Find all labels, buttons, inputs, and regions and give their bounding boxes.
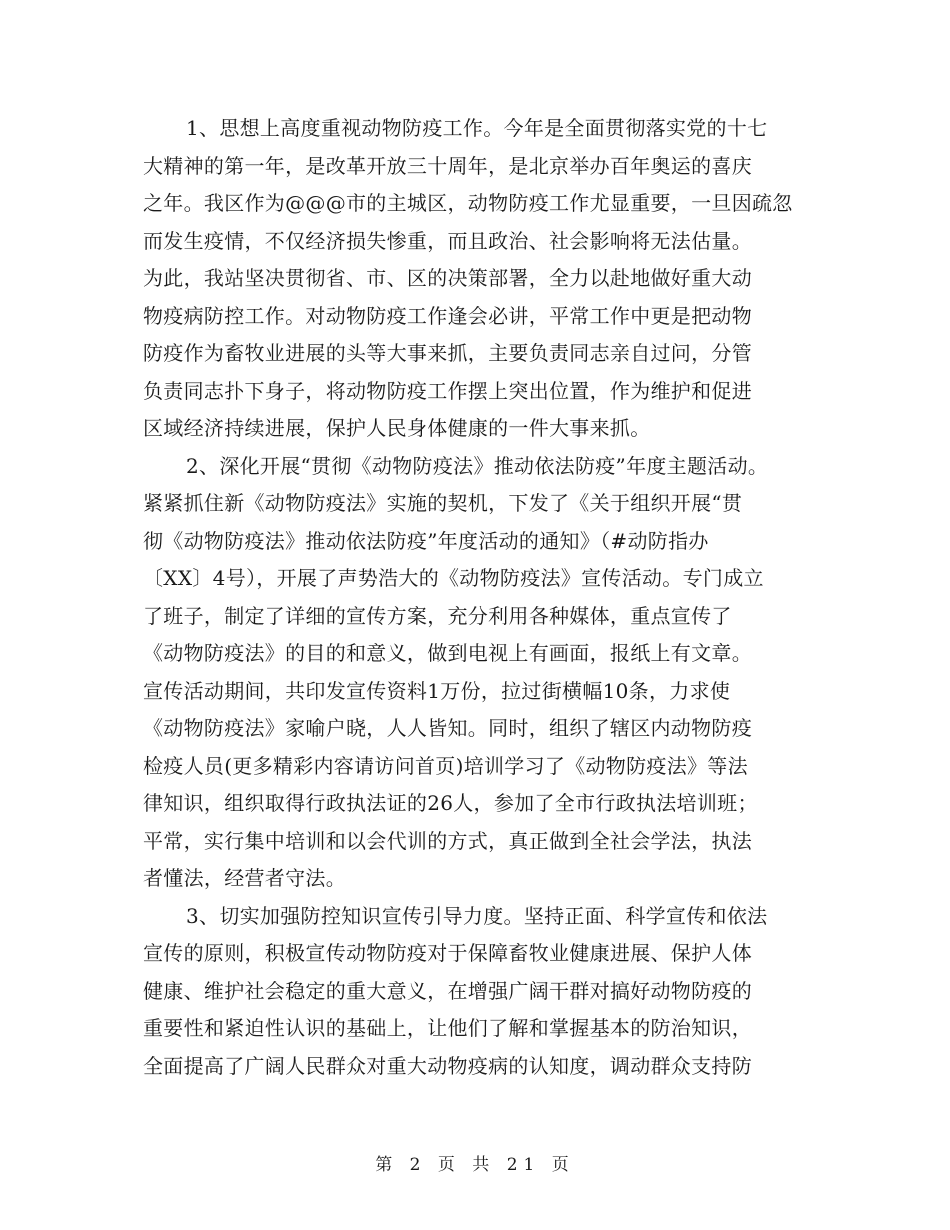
paragraph-2-line: 平常，实行集中培训和以会代训的方式，真正做到全社会学法，执法 <box>143 828 752 853</box>
paragraph-2-line: 紧紧抓住新《动物防疫法》实施的契机，下发了《关于组织开展“贯 <box>143 491 743 515</box>
paragraph-2-line: 彻《动物防疫法》推动依法防疫”年度活动的通知》（#动防指办 <box>143 528 709 553</box>
paragraph-2-line: 者懂法，经营者守法。 <box>143 866 346 890</box>
paragraph-3-line: 重要性和紧迫性认识的基础上，让他们了解和掌握基本的防治知识， <box>143 1016 752 1040</box>
paragraph-3-line: 宣传的原则，积极宣传动物防疫对于保障畜牧业健康进展、保护人体 <box>143 941 752 965</box>
paragraph-2-line: 检疫人员(更多精彩内容请访问首页)培训学习了《动物防疫法》等法 <box>143 753 748 778</box>
paragraph-1-line: 为此，我站坚决贯彻省、市、区的决策部署，全力以赴地做好重大动 <box>143 266 752 290</box>
body-text <box>143 110 813 1085</box>
paragraph-2-line: 《动物防疫法》的目的和意义，做到电视上有画面，报纸上有文章。 <box>143 641 752 665</box>
paragraph-3-line: 全面提高了广阔人民群众对重大动物疫病的认知度，调动群众支持防 <box>143 1053 752 1078</box>
page-number-footer: 第 2 页 共 21 页 <box>375 1155 575 1175</box>
paragraph-1-line: 负责同志扑下身子，将动物防疫工作摆上突出位置，作为维护和促进 <box>143 378 752 403</box>
paragraph-2-line: 了班子，制定了详细的宣传方案，充分利用各种媒体，重点宣传了 <box>143 603 732 628</box>
paragraph-3-line: 健康、维护社会稳定的重大意义，在增强广阔干群对搞好动物防疫的 <box>143 978 752 1003</box>
paragraph-2-line: 律知识，组织取得行政执法证的26人，参加了全市行政执法培训班； <box>143 791 758 815</box>
paragraph-1-line: 区域经济持续进展，保护人民身体健康的一件大事来抓。 <box>143 416 651 440</box>
paragraph-3-line: 3、切实加强防控知识宣传引导力度。坚持正面、科学宣传和依法 <box>186 903 768 928</box>
paragraph-2-line: 〔XX〕4号），开展了声势浩大的《动物防疫法》宣传活动。专门成立 <box>143 566 764 590</box>
paragraph-1-line: 而发生疫情，不仅经济损失惨重，而且政治、社会影响将无法估量。 <box>143 228 752 253</box>
paragraph-1-line: 大精神的第一年，是改革开放三十周年，是北京举办百年奥运的喜庆 <box>143 153 752 178</box>
paragraph-1-line: 之年。我区作为@@@市的主城区，动物防疫工作尤显重要，一旦因疏忽 <box>143 191 793 215</box>
paragraph-2-line: 2、深化开展“贯彻《动物防疫法》推动依法防疫”年度主题活动。 <box>186 453 769 478</box>
paragraph-1-line: 物疫病防控工作。对动物防疫工作逢会必讲，平常工作中更是把动物 <box>143 303 752 328</box>
paragraph-1-line: 防疫作为畜牧业进展的头等大事来抓，主要负责同志亲自过问，分管 <box>143 341 752 365</box>
paragraph-2-line: 宣传活动期间，共印发宣传资料1万份，拉过街横幅10条，力求使 <box>143 678 731 703</box>
paragraph-1-line: 1、思想上高度重视动物防疫工作。今年是全面贯彻落实党的十七 <box>186 116 768 140</box>
paragraph-2-line: 《动物防疫法》家喻户晓，人人皆知。同时，组织了辖区内动物防疫 <box>143 716 752 740</box>
